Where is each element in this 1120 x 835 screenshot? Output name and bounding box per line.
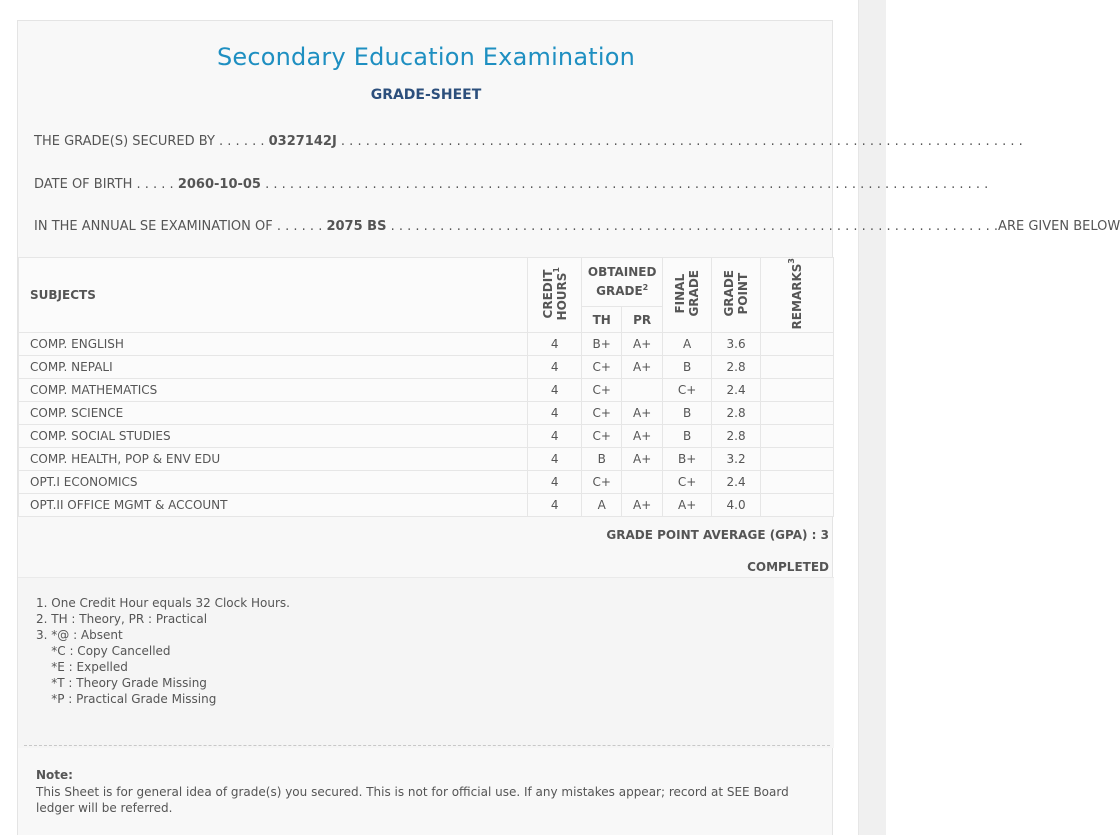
- practical-grade-cell: [622, 471, 663, 494]
- sheet-subtitle: GRADE-SHEET: [370, 87, 482, 103]
- footnote-line: *P : Practical Grade Missing: [36, 692, 217, 706]
- remarks-cell: [761, 356, 834, 379]
- remarks-cell: [761, 471, 834, 494]
- gpa-text: GRADE POINT AVERAGE (GPA) : 3: [606, 528, 829, 542]
- grade-point-cell: 4.0: [712, 494, 761, 517]
- credit-hours-cell: 4: [528, 402, 582, 425]
- remarks-cell: [761, 379, 834, 402]
- subject-cell: COMP. MATHEMATICS: [19, 379, 528, 402]
- final-grade-cell: B: [663, 402, 712, 425]
- table-row: [19, 402, 834, 425]
- vertical-scrollbar[interactable]: [858, 0, 886, 835]
- credit-hours-cell: 4: [528, 471, 582, 494]
- dob-label: DATE OF BIRTH: [34, 177, 133, 192]
- table-row: [19, 448, 834, 471]
- credit-hours-cell: 4: [528, 494, 582, 517]
- final-grade-cell: C+: [663, 379, 712, 402]
- final-grade-cell: A+: [663, 494, 712, 517]
- secured-by-line: THE GRADE(S) SECURED BY . . . . . . 0327142J . . . . . . . . . . . . . . . . . . . . . . . . . . . . . . . . . . . . . . . . . . . . . . . . . . . . . . . . . . . . . . . . . . . . . . . . . . . . . . . . . . .: [34, 134, 1023, 149]
- theory-grade-cell: A: [582, 494, 622, 517]
- theory-grade-cell: C+: [582, 379, 622, 402]
- final-grade-cell: A: [663, 333, 712, 356]
- obtained-grade-header: OBTAINED GRADE$^2$: [582, 258, 663, 307]
- footnote-line: 3. *@ : Absent: [36, 628, 123, 642]
- practical-header: PR: [622, 306, 663, 333]
- footnote-line: *E : Expelled: [36, 660, 128, 674]
- grade-point-header: GRADE POINT: [712, 258, 761, 333]
- subject-cell: OPT.II OFFICE MGMT & ACCOUNT: [19, 494, 528, 517]
- table-row: [19, 379, 834, 402]
- grade-point-cell: 3.6: [712, 333, 761, 356]
- theory-grade-cell: B+: [582, 333, 622, 356]
- credit-hours-cell: 4: [528, 379, 582, 402]
- final-grade-cell: B: [663, 425, 712, 448]
- theory-grade-cell: C+: [582, 471, 622, 494]
- exam-line: IN THE ANNUAL SE EXAMINATION OF . . . . . . 2075 BS . . . . . . . . . . . . . . . . . . . . . . . . . . . . . . . . . . . . . . . . . . . . . . . . . . . . . . . . . . . . . . . . . . . . . . . . . . ARE GIVEN BELOW: [34, 219, 1120, 234]
- credit-hours-cell: 4: [528, 356, 582, 379]
- theory-header: TH: [582, 306, 622, 333]
- dob-line: DATE OF BIRTH . . . . . 2060-10-05 . . . . . . . . . . . . . . . . . . . . . . . . . . . . . . . . . . . . . . . . . . . . . . . . . . . . . . . . . . . . . . . . . . . . . . . . . . . . . . . . . . . . . . . .: [34, 177, 989, 192]
- grades-table: [18, 257, 834, 517]
- secured-by-label: THE GRADE(S) SECURED BY: [34, 134, 215, 149]
- practical-grade-cell: A+: [622, 494, 663, 517]
- subject-cell: COMP. ENGLISH: [19, 333, 528, 356]
- footnote-line: *C : Copy Cancelled: [36, 644, 171, 658]
- final-grade-cell: B+: [663, 448, 712, 471]
- subjects-header: SUBJECTS: [19, 258, 528, 333]
- table-row: [19, 494, 834, 517]
- subject-cell: COMP. SCIENCE: [19, 402, 528, 425]
- credit-hours-cell: 4: [528, 425, 582, 448]
- subject-cell: COMP. SOCIAL STUDIES: [19, 425, 528, 448]
- final-grade-header: FINAL GRADE: [663, 258, 712, 333]
- subject-cell: COMP. NEPALI: [19, 356, 528, 379]
- grade-point-cell: 2.8: [712, 356, 761, 379]
- credit-hours-header: CREDIT HOURS$^1$: [528, 258, 582, 333]
- grade-point-cell: 2.4: [712, 379, 761, 402]
- result-status: COMPLETED: [747, 560, 829, 574]
- practical-grade-cell: A+: [622, 356, 663, 379]
- theory-grade-cell: B: [582, 448, 622, 471]
- exam-suffix: ARE GIVEN BELOW: [998, 219, 1120, 234]
- note-label: Note:: [36, 768, 73, 782]
- exam-year: 2075 BS: [326, 219, 387, 234]
- dob-value: 2060-10-05: [177, 177, 261, 192]
- exam-label: IN THE ANNUAL SE EXAMINATION OF: [34, 219, 273, 234]
- practical-grade-cell: A+: [622, 402, 663, 425]
- subject-cell: COMP. HEALTH, POP & ENV EDU: [19, 448, 528, 471]
- credit-hours-cell: 4: [528, 448, 582, 471]
- remarks-cell: [761, 402, 834, 425]
- symbol-number: 0327142J: [268, 134, 337, 149]
- credit-hours-cell: 4: [528, 333, 582, 356]
- table-row: [19, 356, 834, 379]
- exam-title: Secondary Education Examination: [216, 43, 636, 71]
- theory-grade-cell: C+: [582, 425, 622, 448]
- subject-cell: OPT.I ECONOMICS: [19, 471, 528, 494]
- note-text: This Sheet is for general idea of grade(s) you secured. This is not for official use. If any mistakes appear; record at SEE Board ledger will be referred.: [36, 785, 789, 815]
- footnote-line: 1. One Credit Hour equals 32 Clock Hours.: [36, 596, 290, 610]
- practical-grade-cell: A+: [622, 333, 663, 356]
- practical-grade-cell: A+: [622, 448, 663, 471]
- table-row: [19, 333, 834, 356]
- grade-point-cell: 2.8: [712, 425, 761, 448]
- practical-grade-cell: A+: [622, 425, 663, 448]
- theory-grade-cell: C+: [582, 356, 622, 379]
- remarks-cell: [761, 448, 834, 471]
- footnote-line: 2. TH : Theory, PR : Practical: [36, 612, 208, 626]
- grade-sheet: [17, 20, 1120, 835]
- grade-point-cell: 2.8: [712, 402, 761, 425]
- remarks-header: REMARKS$^3$: [761, 258, 834, 333]
- dashed-divider: [24, 745, 830, 746]
- remarks-cell: [761, 333, 834, 356]
- remarks-cell: [761, 425, 834, 448]
- theory-grade-cell: C+: [582, 402, 622, 425]
- final-grade-cell: C+: [663, 471, 712, 494]
- remarks-cell: [761, 494, 834, 517]
- footnote-line: *T : Theory Grade Missing: [36, 676, 207, 690]
- grade-point-cell: 2.4: [712, 471, 761, 494]
- final-grade-cell: B: [663, 356, 712, 379]
- table-row: [19, 425, 834, 448]
- table-row: [19, 471, 834, 494]
- grade-point-cell: 3.2: [712, 448, 761, 471]
- practical-grade-cell: [622, 379, 663, 402]
